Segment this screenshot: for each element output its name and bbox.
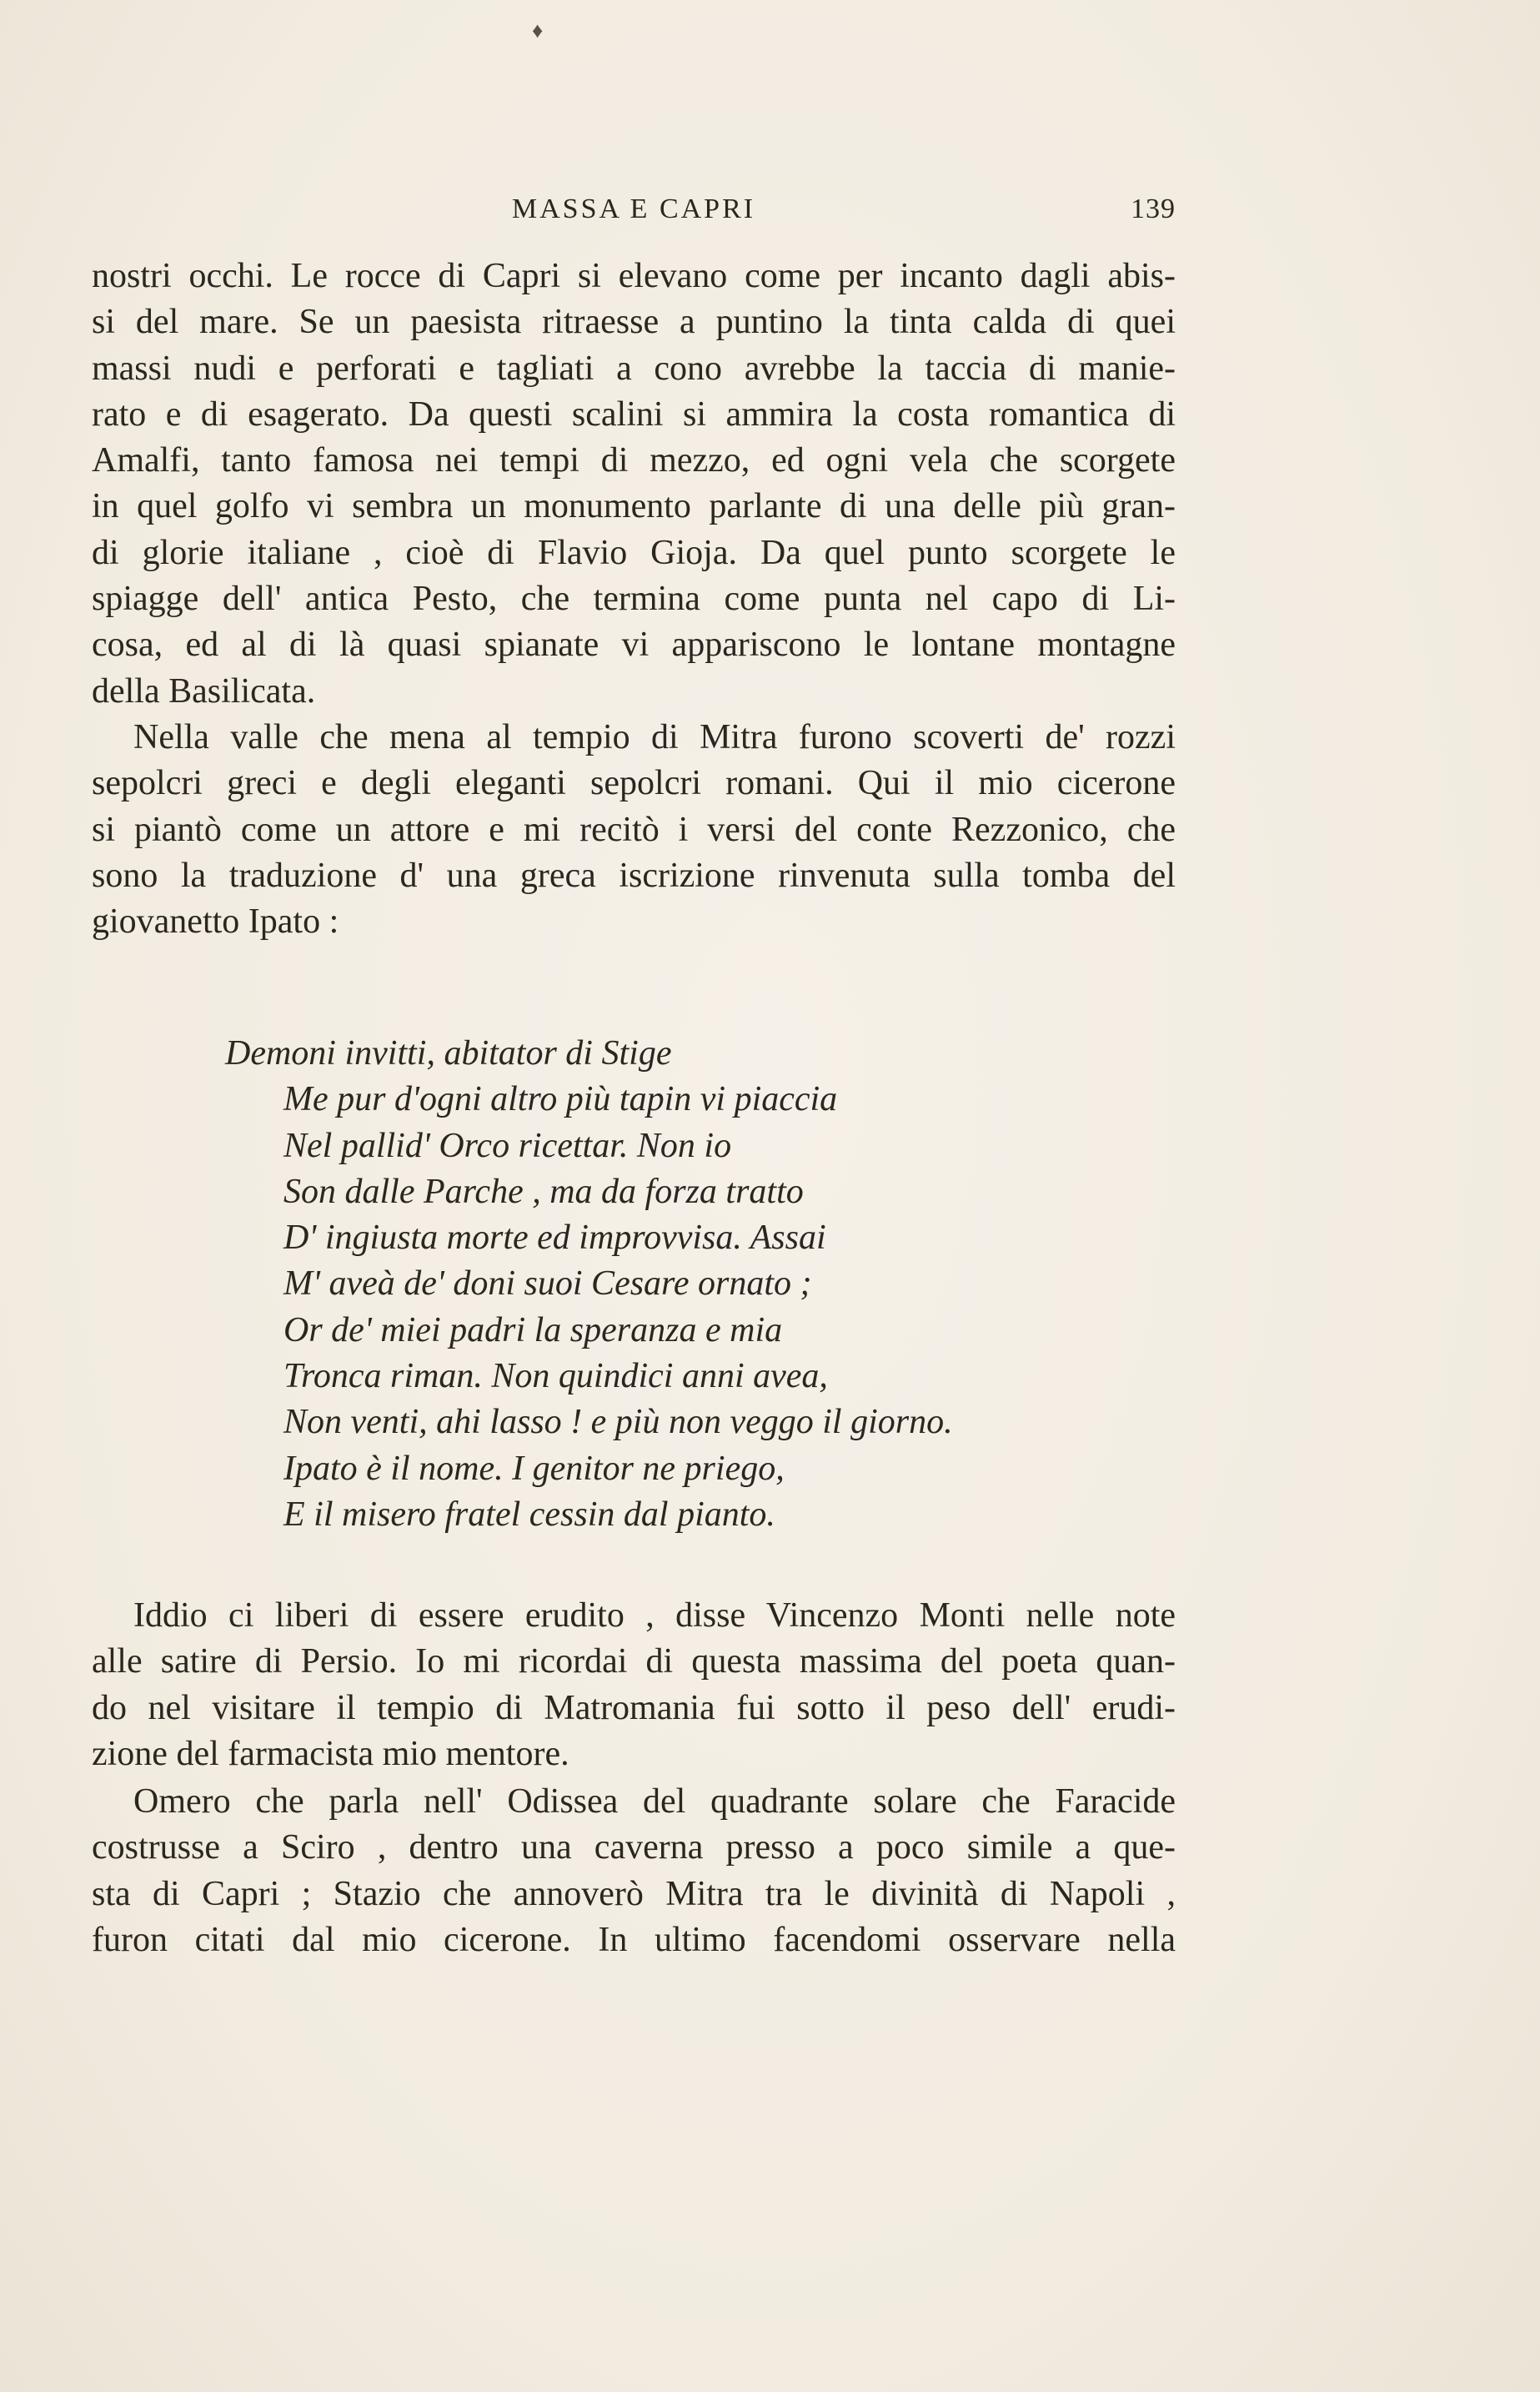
- text-line: rato e di esagerato. Da questi scalini si ammira la costa romantica di: [92, 394, 1176, 434]
- text-line: alle satire di Persio. Io mi ricordai di questa massima del poeta quan-: [92, 1642, 1176, 1681]
- poem-verse: D' ingiusta morte ed improvvisa. Assai: [283, 1219, 826, 1258]
- text-line: si del mare. Se un paesista ritraesse a puntino la tinta calda di quei: [92, 303, 1176, 342]
- text-line: zione del farmacista mio mentore.: [92, 1734, 569, 1773]
- running-title: MASSA E CAPRI: [511, 193, 756, 224]
- poem-verse: Ipato è il nome. I genitor ne priego,: [283, 1449, 785, 1488]
- text-line: Omero che parla nell' Odissea del quadrante solare che Faracide: [133, 1782, 1176, 1821]
- paragraph-3: [92, 1593, 1176, 1777]
- text-line: si piantò come un attore e mi recitò i versi del conte Rezzonico, che: [92, 810, 1176, 849]
- text-line: della Basilicata.: [92, 671, 316, 711]
- text-line: Amalfi, tanto famosa nei tempi di mezzo, ed ogni vela che scorgete: [92, 441, 1176, 480]
- text-line: sono la traduzione d' una greca iscrizione rinvenuta sulla tomba del: [92, 856, 1176, 895]
- paragraph-1: [92, 254, 1176, 715]
- text-line: sepolcri greci e degli eleganti sepolcri romani. Qui il mio cicerone: [92, 764, 1176, 803]
- poem-verse: Me pur d'ogni altro più tapin vi piaccia: [283, 1080, 838, 1119]
- running-head: [92, 193, 1176, 235]
- poem-verse: M' aveà de' doni suoi Cesare ornato ;: [283, 1264, 812, 1304]
- poem-verse: Or de' miei padri la speranza e mia: [283, 1310, 783, 1349]
- text-line: cosa, ed al di là quasi spianate vi appariscono le lontane montagne: [92, 626, 1176, 665]
- text-line: nostri occhi. Le rocce di Capri si elevano come per incanto dagli abis-: [92, 257, 1176, 295]
- text-line: massi nudi e perforati e tagliati a cono avrebbe la taccia di manie-: [92, 349, 1176, 388]
- poem-verse: Demoni invitti, abitator di Stige: [225, 1034, 672, 1073]
- text-line: spiagge dell' antica Pesto, che termina come punta nel capo di Li-: [92, 580, 1176, 619]
- text-line: costrusse a Sciro , dentro una caverna presso a poco simile a que-: [92, 1828, 1176, 1867]
- stray-ink-mark: ♦: [532, 18, 544, 43]
- text-line: Iddio ci liberi di essere erudito , disse Vincenzo Monti nelle note: [133, 1596, 1176, 1635]
- text-line: di glorie italiane , cioè di Flavio Gioja. Da quel punto scorgete le: [92, 533, 1176, 572]
- paragraph-2: [92, 715, 1176, 945]
- poem-verse: Son dalle Parche , ma da forza tratto: [283, 1172, 804, 1211]
- paragraph-4: [92, 1779, 1176, 1963]
- poem-verse: E il misero fratel cessin dal pianto.: [283, 1495, 775, 1534]
- poem-verse: Tronca riman. Non quindici anni avea,: [283, 1357, 828, 1396]
- poem-epitaph: [225, 1031, 1142, 1538]
- poem-verse: Nel pallid' Orco ricettar. Non io: [283, 1126, 732, 1165]
- poem-verse: Non venti, ahi lasso ! e più non veggo il giorno.: [283, 1403, 953, 1442]
- text-line: furon citati dal mio cicerone. In ultimo facendomi osservare nella: [92, 1920, 1176, 1959]
- text-line: giovanetto Ipato :: [92, 902, 339, 942]
- page-number: 139: [1131, 193, 1176, 224]
- text-line: Nella valle che mena al tempio di Mitra furono scoverti de' rozzi: [133, 718, 1176, 756]
- text-line: in quel golfo vi sembra un monumento parlante di una delle più gran-: [92, 487, 1176, 526]
- text-line: do nel visitare il tempio di Matromania fui sotto il peso dell' erudi-: [92, 1688, 1176, 1727]
- text-line: sta di Capri ; Stazio che annoverò Mitra tra le divinità di Napoli ,: [92, 1874, 1176, 1913]
